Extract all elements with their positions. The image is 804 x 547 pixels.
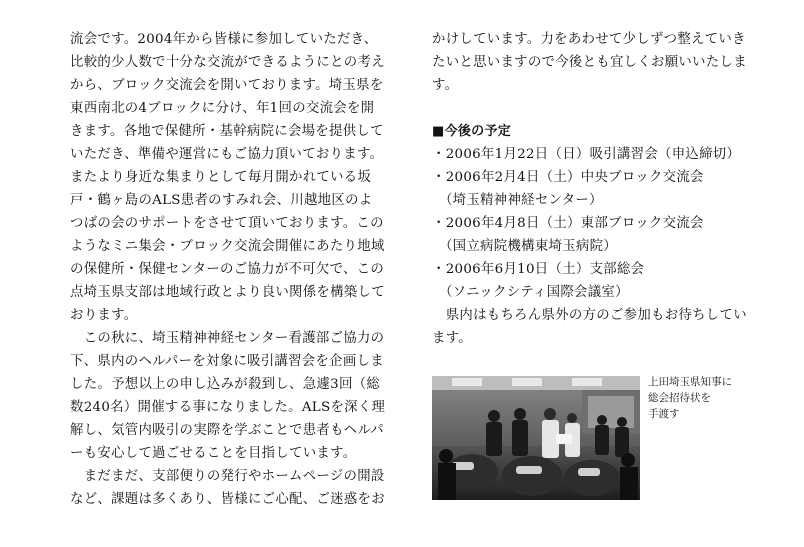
body-text-line: またより身近な集まりとして毎月開かれている坂 — [70, 170, 372, 185]
body-text-line: ーも安心して過ごせることを目指しています。 — [70, 446, 357, 461]
body-text-line: など、課題は多くあり、皆様にご心配、ご迷惑をお — [70, 492, 385, 507]
schedule-item: ・2006年2月4日（土）中央ブロック交流会 — [432, 170, 704, 185]
body-text-line: 流会です。2004年から皆様に参加していただき、 — [70, 32, 378, 47]
body-text-line: 東西南北の4ブロックに分け、年1回の交流会を開 — [70, 101, 375, 116]
schedule-item-venue: （ソニックシティ国際会議室） — [432, 285, 629, 300]
paragraph-gap — [432, 97, 750, 120]
body-text-line: かけしています。力をあわせて少しずつ整えていき — [432, 32, 746, 47]
body-text-line: 解し、気管内吸引の実際を学ぶことで患者もヘルパ — [70, 423, 384, 438]
body-text-line: おります。 — [70, 308, 138, 323]
caption-line: 手渡す — [648, 408, 680, 420]
body-text-line: きます。各地で保健所・基幹病院に会場を提供して — [70, 124, 384, 139]
body-text-line: の保健所・保健センターのご協力が不可欠で、この — [70, 262, 385, 277]
schedule-item: ・2006年6月10日（土）支部総会 — [432, 262, 645, 277]
closing-text-line: ます。 — [432, 331, 472, 346]
body-text-line: つばの会のサポートをさせて頂いております。この — [70, 216, 384, 231]
body-text-line: 下、県内のヘルパーを対象に吸引講習会を企画しま — [70, 354, 384, 369]
caption-line: 上田埼玉県知事に — [648, 376, 732, 388]
right-column — [432, 28, 750, 350]
schedule-item-venue: （埼玉精神神経センター） — [432, 193, 603, 208]
closing-text-line: 県内はもちろん県外の方のご参加もお待ちしてい — [432, 308, 747, 323]
left-column — [70, 28, 388, 511]
body-text-line: ようなミニ集会・ブロック交流会開催にあたり地域 — [70, 239, 385, 254]
body-text-line: いただき、準備や運営にもご協力頂いております。 — [70, 147, 384, 162]
schedule-heading: ■今後の予定 — [432, 124, 512, 139]
event-photo — [432, 376, 640, 500]
schedule-item-venue: （国立病院機構東埼玉病院） — [432, 239, 617, 254]
photo-caption — [648, 374, 758, 422]
body-text-line: す。 — [432, 78, 459, 93]
schedule-item: ・2006年1月22日（日）吸引講習会（申込締切） — [432, 147, 741, 162]
body-text-line: たいと思いますので今後とも宜しくお願いいたしま — [432, 55, 747, 70]
body-text-line: 戸・鶴ヶ島のALS患者のすみれ会、川越地区のよ — [70, 193, 373, 208]
event-photo-illustration — [432, 376, 640, 500]
body-text-line: 比較的少人数で十分な交流ができるようにとの考え — [70, 55, 385, 70]
body-text-line: 数240名）開催する事になりました。ALSを深く理 — [70, 400, 386, 415]
body-text-line: した。予想以上の申し込みが殺到し、急遽3回（総 — [70, 377, 381, 392]
body-text-line: この秋に、埼玉精神神経センター看護部ご協力の — [70, 331, 385, 346]
body-text-line: 点埼玉県支部は地域行政とより良い関係を構築して — [70, 285, 385, 300]
body-text-line: から、ブロック交流会を開いております。埼玉県を — [70, 78, 384, 93]
body-text-line: まだまだ、支部便りの発行やホームページの開設 — [70, 469, 385, 484]
schedule-item: ・2006年4月8日（土）東部ブロック交流会 — [432, 216, 704, 231]
caption-line: 総会招待状を — [648, 392, 711, 404]
